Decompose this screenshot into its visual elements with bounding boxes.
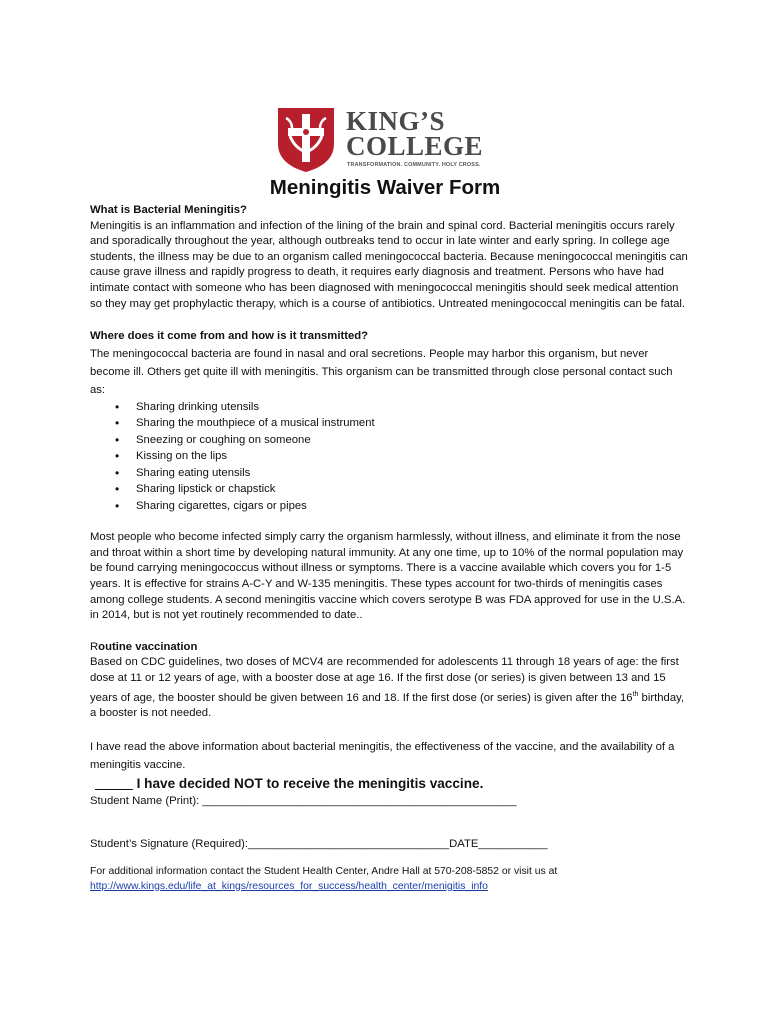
footer-contact: For additional information contact the Student Health Center, Andre Hall at 570-208-5852 or visit us at	[90, 865, 558, 877]
logo-wordmark-line1: KING’S	[346, 106, 446, 136]
form-body	[90, 203, 690, 894]
where-heading: Where does it come from and how is it transmitted?	[90, 330, 369, 343]
routine-body-part2: birthday, a booster is not needed.	[90, 691, 685, 719]
carriers-body: Most people who become infected simply carry the organism harmlessly, without illness, and eliminate it from the nose and throat within a short time by developing natural immunity. At any one time, up to 10% of the normal population may be found carrying meningococcus without illness or symptoms. There is a vaccine available which covers you for 1-5 years. It is effective for strains A-C-Y and W-135 meningitis. These types account for two-thirds of meningitis cases among college students. A second meningitis vaccine which covers serotype B was FDA approved for use in the U.S.A. in 2014, but is not yet routinely recommended to date..	[90, 531, 686, 622]
date-label: DATE	[449, 838, 479, 851]
acknowledgement-text: I have read the above information about bacterial meningitis, the effectiveness of the vaccine, and the availability of a meningitis vaccine.	[90, 740, 675, 771]
kings-college-logo	[276, 106, 498, 174]
routine-heading-rest: outine vaccination	[98, 640, 198, 653]
student-name-row	[90, 794, 690, 810]
routine-superscript: th	[632, 690, 639, 698]
list-item: • Sharing lipstick or chapstick	[90, 481, 690, 498]
decline-text: I have decided NOT to receive the meningitis vaccine.	[132, 775, 484, 791]
college-crest-icon	[276, 106, 336, 174]
date-field[interactable]: ___________	[478, 838, 548, 851]
routine-heading-initial: R	[90, 640, 99, 653]
student-name-label: Student Name (Print):	[90, 794, 203, 807]
decline-statement	[90, 774, 690, 794]
list-item: • Sharing cigarettes, cigars or pipes	[90, 498, 690, 515]
where-body: The meningococcal bacteria are found in nasal and oral secretions. People may harbor this organism, but never become ill. Others get quite ill with meningitis. This organism can be transmitted through close personal contact such as:	[90, 347, 673, 396]
list-item: • Sharing the mouthpiece of a musical instrument	[90, 415, 690, 432]
what-heading: What is Bacterial Meningitis?	[90, 204, 247, 216]
decline-checkbox-line[interactable]: _____	[95, 775, 133, 791]
list-item: • Sharing eating utensils	[90, 465, 690, 482]
signature-field[interactable]: ________________________________	[248, 838, 450, 851]
logo-wordmark-line2: COLLEGE	[346, 131, 484, 161]
routine-heading	[90, 640, 690, 656]
health-center-link[interactable]: http://www.kings.edu/life_at_kings/resources_for_success/health_center/menigitis_info	[90, 880, 488, 892]
transmission-list	[90, 399, 690, 515]
footer	[90, 864, 690, 894]
list-item: • Sharing drinking utensils	[90, 399, 690, 416]
routine-body-part1: Based on CDC guidelines, two doses of MCV4 are recommended for adolescents 11 through 18 years of age: the first dose at 11 or 12 years of age, with a booster dose at age 16. If the first dose (or series) is given between 13 and 15 years of age, the booster should be given between 16 and 18. If the first dose (or series) is given after the 16	[90, 656, 679, 704]
list-item: • Kissing on the lips	[90, 448, 690, 465]
list-item: • Sneezing or coughing on someone	[90, 432, 690, 449]
signature-row	[90, 837, 690, 853]
what-body: Meningitis is an inflammation and infection of the lining of the brain and spinal cord. Bacterial meningitis occurs rarely and sporadically throughout the year, although outbreaks tend to occur in late winter and early spring. In college age students, the illness may be due to an organism called meningococcal bacteria. Because meningococcal meningitis can cause grave illness and rapidly progress to death, it requires early diagnosis and treatment. Persons who have had intimate contact with someone who has been diagnosed with meningococcal meningitis should seek medical attention so they may get prophylactic therapy, which is a course of antibiotics. Untreated meningococcal meningitis can be fatal.	[90, 219, 688, 310]
student-name-field[interactable]: __________________________________________________	[202, 794, 517, 807]
routine-body	[90, 655, 690, 721]
logo-tagline: TRANSFORMATION. COMMUNITY. HOLY CROSS.	[347, 162, 481, 168]
signature-label: Student’s Signature (Required):	[90, 838, 249, 851]
page-title: Meningitis Waiver Form	[269, 176, 501, 199]
